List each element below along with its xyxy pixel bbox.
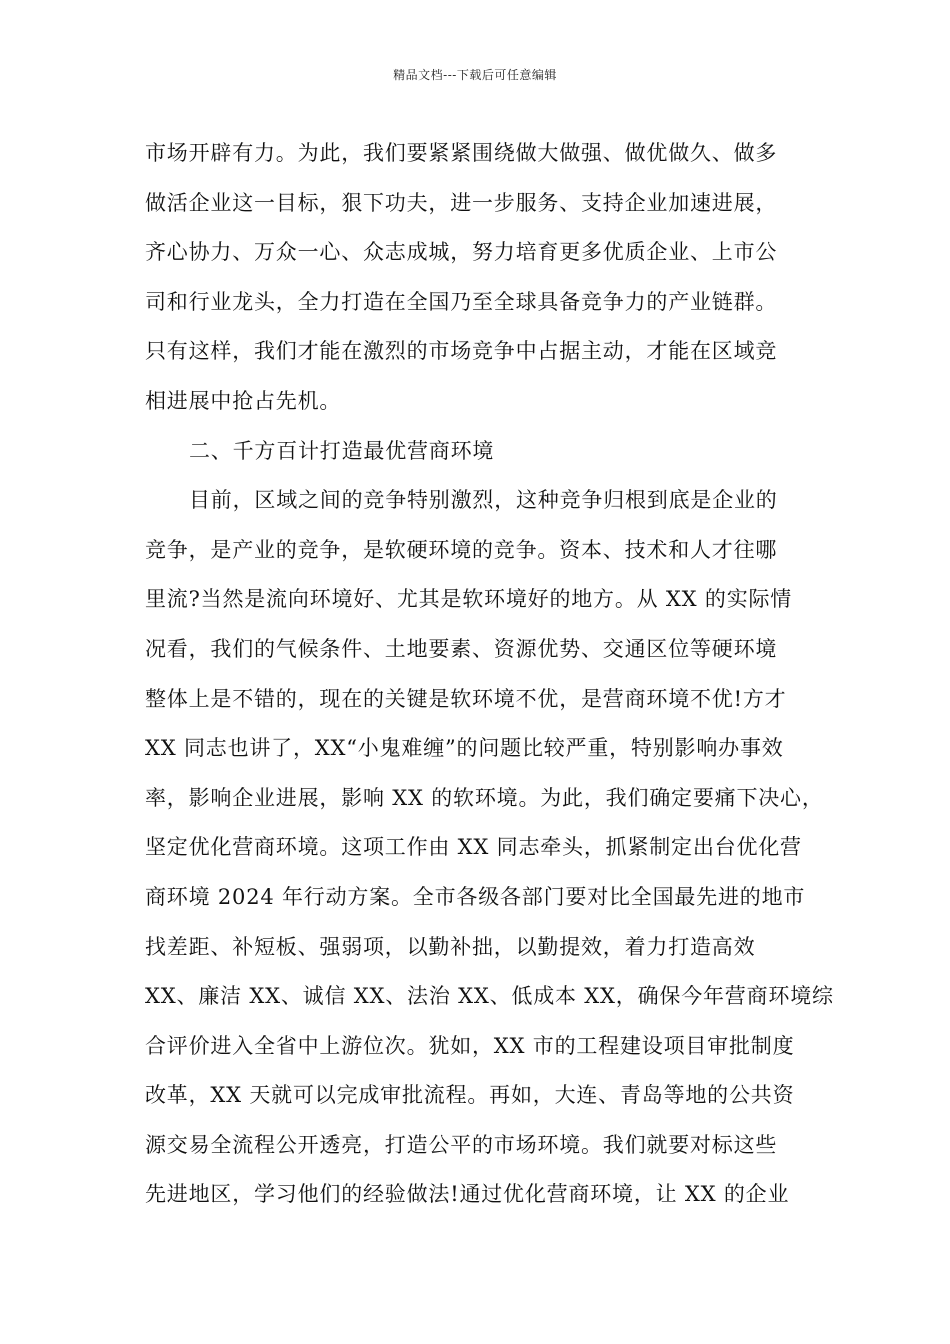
paragraph-line: 只有这样，我们才能在激烈的市场竞争中占据主动，才能在区域竞 [145, 339, 778, 364]
page-header-note: 精品文档---下载后可任意编辑 [393, 68, 557, 82]
paragraph-line: 齐心协力、万众一心、众志成城，努力培育更多优质企业、上市公 [145, 240, 778, 265]
paragraph-line: 况看，我们的气候条件、土地要素、资源优势、交通区位等硬环境 [145, 636, 778, 661]
paragraph-line: 率，影响企业进展，影响 XX 的软环境。为此，我们确定要痛下决心， [145, 785, 824, 810]
paragraph-line: 里流?当然是流向环境好、尤其是软环境好的地方。从 XX 的实际情 [145, 587, 793, 612]
paragraph-line: XX 同志也讲了，XX“小鬼难缠”的问题比较严重，特别影响办事效 [145, 736, 784, 761]
paragraph-line: 合评价进入全省中上游位次。犹如，XX 市的工程建设项目审批制度 [145, 1033, 795, 1058]
paragraph-line: 先进地区，学习他们的经验做法!通过优化营商环境，让 XX 的企业 [145, 1182, 790, 1207]
paragraph-line: 改革，XX 天就可以完成审批流程。再如，大连、青岛等地的公共资 [145, 1083, 795, 1108]
paragraph-line: 市场开辟有力。为此，我们要紧紧围绕做大做强、做优做久、做多 [145, 141, 778, 165]
section-heading: 二、千方百计打造最优营商环境 [189, 438, 495, 463]
paragraph-line: 目前，区域之间的竞争特别激烈，这种竞争归根到底是企业的 [189, 488, 778, 513]
paragraph-line: 源交易全流程公开透亮，打造公平的市场环境。我们就要对标这些 [145, 1132, 778, 1157]
paragraph-line: XX、廉洁 XX、诚信 XX、法治 XX、低成本 XX，确保今年营商环境综 [145, 984, 834, 1009]
paragraph-line: 司和行业龙头，全力打造在全国乃至全球具备竞争力的产业链群。 [145, 289, 778, 314]
paragraph-line: 找差距、补短板、强弱项，以勤补拙，以勤提效，着力打造高效 [145, 934, 756, 959]
document-body [145, 129, 834, 1220]
paragraph-line: 坚定优化营商环境。这项工作由 XX 同志牵头，抓紧制定出台优化营 [145, 835, 802, 860]
paragraph-line: 相进展中抢占先机。 [145, 388, 342, 413]
paragraph-line: 整体上是不错的，现在的关键是软环境不优，是营商环境不优!方才 [145, 686, 787, 711]
paragraph-line: 竞争，是产业的竞争，是软硬环境的竞争。资本、技术和人才往哪 [145, 537, 778, 562]
paragraph-line: 商环境 2024 年行动方案。全市各级各部门要对比全国最先进的地市 [145, 884, 806, 909]
paragraph-line: 做活企业这一目标，狠下功夫，进一步服务、支持企业加速进展， [145, 190, 778, 215]
